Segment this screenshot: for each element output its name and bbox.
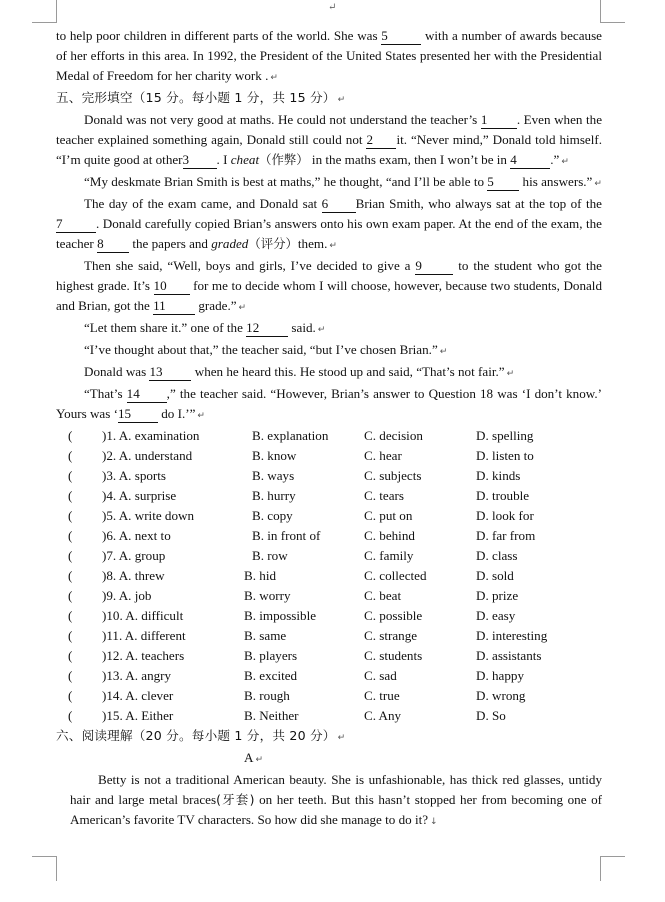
blank-4: 4 — [510, 152, 550, 169]
option-c: C. Any — [364, 708, 402, 723]
cloze-text: “I’ve thought about that,” the teacher said, “but I’ve chosen Brian.” — [84, 342, 438, 357]
option-a: )1. A. examination — [102, 428, 200, 443]
cloze-text: . I — [216, 152, 231, 167]
intro-text-1: to help poor children in different parts of the world. She was — [56, 28, 382, 43]
option-a: )15. A. Either — [102, 708, 174, 723]
option-a: )2. A. understand — [102, 448, 193, 463]
option-row-14 — [56, 686, 602, 706]
blank-11: 11 — [153, 298, 195, 315]
option-b: B. same — [244, 628, 287, 643]
cloze-text: do I.’” — [157, 406, 196, 421]
option-row-5 — [56, 506, 602, 526]
cloze-text: his answers.” — [519, 174, 593, 189]
cloze-text: .” — [550, 152, 560, 167]
option-a: )14. A. clever — [102, 688, 174, 703]
option-d: D. happy — [476, 668, 525, 683]
blank-2: 2 — [366, 132, 396, 149]
option-c: C. strange — [364, 628, 418, 643]
option-a: )9. A. job — [102, 588, 152, 603]
cloze-text: . Donald carefully copied Brian’s answers onto his own exam paper. At the end of the exam, the teacher — [56, 216, 602, 251]
cloze-text: it. “Never mind,” Donald told himself. “I’m quite good at other — [56, 132, 602, 167]
blank-14: 14 — [127, 386, 167, 403]
option-b: B. worry — [244, 588, 291, 603]
answer-paren: ( — [68, 488, 73, 503]
option-row-2 — [56, 446, 602, 466]
answer-paren: ( — [68, 688, 73, 703]
cloze-paragraph-4 — [56, 256, 602, 318]
cloze-gloss-cheat: （作弊） — [259, 152, 309, 167]
option-c: C. hear — [364, 448, 402, 463]
answer-paren: ( — [68, 468, 73, 483]
cloze-text: “That’s — [84, 386, 127, 401]
option-row-15 — [56, 706, 602, 726]
option-c: C. behind — [364, 528, 415, 543]
answer-paren: ( — [68, 628, 73, 643]
option-a: )4. A. surprise — [102, 488, 177, 503]
answer-paren: ( — [68, 568, 73, 583]
cloze-text: Donald was — [84, 364, 150, 379]
option-a: )6. A. next to — [102, 528, 171, 543]
cloze-text: grade.” — [195, 298, 237, 313]
blank-13: 13 — [149, 364, 191, 381]
option-c: C. family — [364, 548, 414, 563]
option-d: D. spelling — [476, 428, 534, 443]
cloze-paragraph-3 — [56, 194, 602, 256]
cloze-paragraph-1 — [56, 110, 602, 172]
intro-text-2: with a number of awards because of her efforts in this area. In 1992, the President of the United States presented her with the Presidential Medal of Freedom for her charity work . — [56, 28, 602, 83]
blank-8: 8 — [97, 236, 129, 253]
reading-text: on her teeth. But this hasn’t stopped her from becoming one of American’s favorite TV characters. So how did she manage to do it? — [70, 792, 603, 827]
margin-corner-bottom-left — [32, 856, 57, 881]
answer-paren: ( — [68, 448, 73, 463]
answer-paren: ( — [68, 528, 73, 543]
reading-text: Betty is not a traditional American beauty. She is unfashionable, has thick red glasses, untidy hair and large metal braces — [70, 772, 602, 807]
blank-5: 5 — [487, 174, 519, 191]
option-b: B. copy — [252, 508, 293, 523]
cloze-text: the papers and — [129, 236, 212, 251]
option-row-1 — [56, 426, 602, 446]
cloze-text: when he heard this. He stood up and said, “That’s not fair.” — [191, 364, 505, 379]
option-d: D. So — [476, 708, 506, 723]
answer-paren: ( — [68, 608, 73, 623]
option-a: )3. A. sports — [102, 468, 167, 483]
answer-paren: ( — [68, 588, 73, 603]
option-c: C. put on — [364, 508, 413, 523]
option-d: D. look for — [476, 508, 534, 523]
cloze-text: for me to decide whom I will choose, however, because two students, Donald and Brian, got the — [56, 278, 602, 313]
paragraph-mark: ↵ — [329, 241, 337, 251]
option-a: )12. A. teachers — [102, 648, 185, 663]
margin-corner-top-left — [32, 0, 57, 23]
option-b: B. ways — [252, 468, 295, 483]
option-d: D. interesting — [476, 628, 548, 643]
blank-7: 7 — [56, 216, 96, 233]
cloze-gloss-graded: （评分） — [248, 236, 298, 251]
paragraph-mark: ↵ — [337, 95, 346, 105]
option-a: )11. A. different — [102, 628, 186, 643]
cloze-text: “Let them share it.” one of the — [84, 320, 247, 335]
document-page — [56, 26, 602, 832]
cloze-text: ,” the teacher said. “However, Brian’s answer to Question 18 was ‘I don’t know.’ Yours was ‘ — [56, 386, 602, 421]
option-a: )13. A. angry — [102, 668, 172, 683]
blank-1: 1 — [481, 112, 517, 129]
option-row-3 — [56, 466, 602, 486]
cloze-text: Then she said, “Well, boys and girls, I’ve decided to give a — [84, 258, 416, 273]
answer-paren: ( — [68, 428, 73, 443]
reading-paragraph-1 — [56, 770, 602, 832]
option-c: C. students — [364, 648, 423, 663]
answer-paren: ( — [68, 548, 73, 563]
option-d: D. wrong — [476, 688, 526, 703]
cloze-paragraph-2 — [56, 172, 602, 194]
cloze-text: them. — [297, 236, 328, 251]
paragraph-mark: ↵ — [317, 325, 326, 335]
blank-3: 3 — [183, 152, 217, 169]
margin-corner-top-right — [600, 0, 625, 23]
section-5-title — [56, 88, 602, 110]
margin-corner-bottom-right — [600, 856, 625, 881]
option-b: B. Neither — [244, 708, 299, 723]
paragraph-mark-top: ↵ — [328, 2, 337, 13]
option-row-7 — [56, 546, 602, 566]
blank-12: 12 — [246, 320, 288, 337]
option-c: C. beat — [364, 588, 402, 603]
paragraph-mark: ↵ — [197, 411, 205, 421]
section-6-title-text: 六、阅读理解（20 分。每小题 1 分，共 20 分） — [56, 728, 336, 743]
option-d: D. assistants — [476, 648, 542, 663]
cloze-text: to the student who got the highest grade. It’s — [56, 258, 602, 293]
line-break-mark: ↓ — [430, 817, 438, 827]
section-5-title-text: 五、完形填空（15 分。每小题 1 分，共 15 分） — [56, 90, 336, 105]
blank-6: 6 — [322, 196, 356, 213]
option-b: B. explanation — [252, 428, 329, 443]
option-b: B. players — [244, 648, 298, 663]
option-b: B. hurry — [252, 488, 296, 503]
cloze-word-cheat: cheat — [230, 152, 260, 167]
blank-10: 10 — [154, 278, 190, 295]
cloze-text: “My deskmate Brian Smith is best at maths,” he thought, “and I’ll be able to — [84, 174, 488, 189]
answer-paren: ( — [68, 508, 73, 523]
reading-a-title-text: A — [244, 750, 254, 765]
option-row-12 — [56, 646, 602, 666]
reading-a-title — [56, 748, 602, 770]
paragraph-mark: ↵ — [270, 73, 278, 83]
option-b: B. excited — [244, 668, 298, 683]
option-c: C. decision — [364, 428, 423, 443]
option-b: B. rough — [244, 688, 290, 703]
paragraph-mark: ↵ — [337, 733, 346, 743]
intro-paragraph — [56, 26, 602, 88]
option-d: D. trouble — [476, 488, 530, 503]
blank-9: 9 — [415, 258, 453, 275]
option-row-8 — [56, 566, 602, 586]
answer-paren: ( — [68, 708, 73, 723]
paragraph-mark: ↵ — [561, 157, 569, 167]
cloze-word-graded: graded — [211, 236, 249, 251]
option-d: D. kinds — [476, 468, 521, 483]
paragraph-mark: ↵ — [238, 303, 247, 313]
option-d: D. sold — [476, 568, 514, 583]
option-d: D. far from — [476, 528, 536, 543]
cloze-text: in the maths exam, then I won’t be in — [308, 152, 511, 167]
option-row-11 — [56, 626, 602, 646]
option-d: D. listen to — [476, 448, 534, 463]
option-c: C. possible — [364, 608, 423, 623]
option-b: B. in front of — [252, 528, 321, 543]
cloze-paragraph-8 — [56, 384, 602, 426]
answer-paren: ( — [68, 668, 73, 683]
option-row-13 — [56, 666, 602, 686]
paragraph-mark: ↵ — [255, 755, 264, 765]
option-a: )5. A. write down — [102, 508, 195, 523]
option-row-4 — [56, 486, 602, 506]
option-a: )7. A. group — [102, 548, 166, 563]
cloze-text: Donald was not very good at maths. He could not understand the teacher’s — [84, 112, 481, 127]
paragraph-mark: ↵ — [594, 179, 602, 189]
option-c: C. sad — [364, 668, 397, 683]
cloze-text: Brian Smith, who always sat at the top of the — [355, 196, 602, 211]
paragraph-mark: ↵ — [439, 347, 448, 357]
option-d: D. prize — [476, 588, 519, 603]
option-a: )8. A. threw — [102, 568, 165, 583]
option-b: B. impossible — [244, 608, 317, 623]
option-row-9 — [56, 586, 602, 606]
paragraph-mark: ↵ — [506, 369, 515, 379]
blank-5-intro: 5 — [381, 28, 421, 45]
cloze-paragraph-7 — [56, 362, 602, 384]
option-row-10 — [56, 606, 602, 626]
cloze-text: said. — [288, 320, 316, 335]
option-d: D. class — [476, 548, 518, 563]
option-b: B. row — [252, 548, 288, 563]
cloze-paragraph-6 — [56, 340, 602, 362]
option-row-6 — [56, 526, 602, 546]
option-d: D. easy — [476, 608, 516, 623]
blank-15: 15 — [118, 406, 158, 423]
cloze-paragraph-5 — [56, 318, 602, 340]
option-b: B. hid — [244, 568, 277, 583]
cloze-text: The day of the exam came, and Donald sat — [84, 196, 322, 211]
option-c: C. true — [364, 688, 400, 703]
option-a: )10. A. difficult — [102, 608, 184, 623]
answer-paren: ( — [68, 648, 73, 663]
cloze-text: . Even when the teacher explained something again, Donald still could not — [56, 112, 602, 147]
option-b: B. know — [252, 448, 297, 463]
section-6-title — [56, 726, 602, 748]
option-c: C. subjects — [364, 468, 422, 483]
options-list — [56, 426, 602, 726]
option-c: C. tears — [364, 488, 404, 503]
option-c: C. collected — [364, 568, 427, 583]
reading-gloss-braces: (牙套) — [216, 792, 255, 807]
